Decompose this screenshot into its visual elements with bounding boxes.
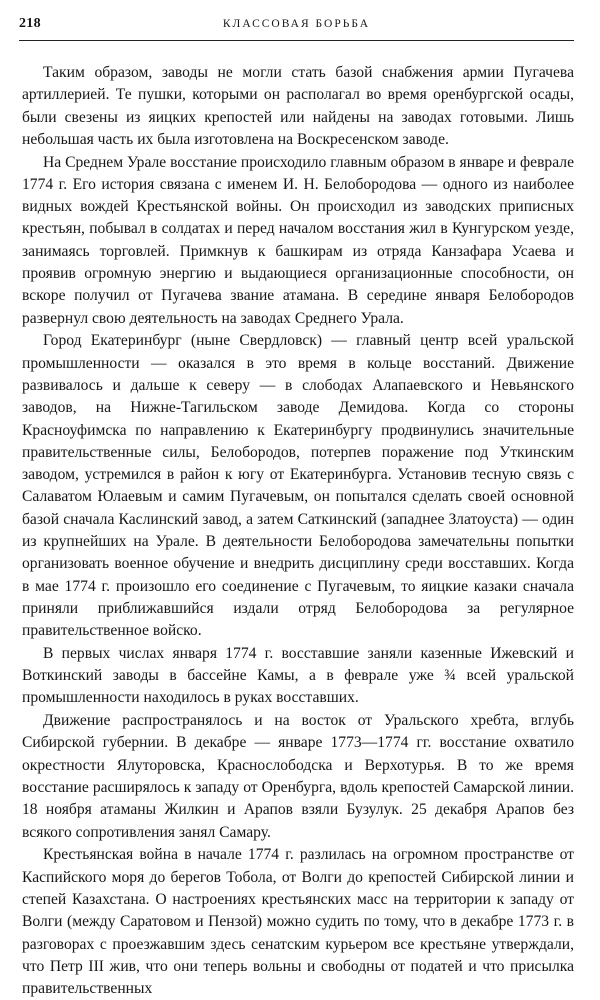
running-title: КЛАССОВАЯ БОРЬБА <box>222 18 371 30</box>
paragraph: Таким образом, заводы не могли стать базой снабжения армии Пугачева артиллерией. Те пушки, которыми он располагал во время оренбургской осады, были свезены из яицких крепостей или найдены на заводах готовыми. Лишь небольшая часть их была изготовлена на Воскресенском заводе. <box>22 64 574 148</box>
paragraph: На Среднем Урале восстание происходило главным образом в январе и феврале 1774 г. Его история связана с именем И. Н. Белобородова — одного из наиболее видных вождей Крестьянской войны. Он происходил из заводских приписных крестьян, побывал в солдатах и перед началом восстания жил в Кунгурском уезде, занимаясь торговлей. Примкнув к башкирам из отряда Канзафара Усаева и проявив огромную энергию и выдающиеся организационные способности, он вскоре получил от Пугачева звание атамана. В середине января Белобородов развернул свою деятельность на заводах Среднего Урала. <box>22 153 574 327</box>
paragraph: Движение распространялось и на восток от Уральского хребта, вглубь Сибирской губернии. В декабре — январе 1773—1774 гг. восстание охватило окрестности Ялуторовска, Краснослободска и Верхотурья. В то же время восстание расширялось к западу от Оренбурга, вдоль крепостей Самарской линии. 18 ноября атаманы Жилкин и Арапов взяли Бузулук. 25 декабря Арапов без всякого сопротивления занял Самару. <box>22 712 574 841</box>
page-header <box>19 14 574 41</box>
paragraph: В первых числах января 1774 г. восставшие заняли казенные Ижевский и Воткинский заводы в бассейне Камы, а в феврале уже ¾ всей уральской промышленности находилось в руках восставших. <box>22 644 574 707</box>
paragraph: Город Екатеринбург (ныне Свердловск) — главный центр всей уральской промышленности — оказался в это время в кольце восстаний. Движение развивалось и дальше к северу — в слободах Алапаевского и Невьянского заводов, на Нижне-Тагильском заводе Демидова. Когда со стороны Красноуфимска по направлению к Екатеринбургу продвинулись значительные правительственные силы, Белобородов, потерпев поражение под Уткинским заводом, устремился в район к югу от Екатеринбурга. Установив тесную связь с Салаватом Юлаевым и самим Пугачевым, он попытался сделать своей основной базой сначала Каслинский завод, а затем Саткинский (западнее Златоуста) — один из крупнейших на Урале. В деятельности Белобородова замечательны попытки организовать военное обучение и внедрить дисциплину среди восставших. Когда в мае 1774 г. произошло его соединение с Пугачевым, то яицкие казаки сначала приняли приближавшийся издали отряд Белобородова за регулярное правительственное войско. <box>22 332 574 640</box>
paragraph: Крестьянская война в начале 1774 г. разлилась на огромном пространстве от Каспийского моря до берегов Тобола, от Волги до крепостей Сибирской линии и степей Казахстана. О настроениях крестьянских масс на территории к западу от Волги (между Саратовом и Пензой) можно судить по тому, что в декабре 1773 г. в разговорах с проезжавшим здесь сенатским курьером все крестьяне утверждали, что Петр III жив, что они теперь вольны и свободны от податей и что присылка правительственных <box>22 846 574 998</box>
body-text <box>22 62 574 1000</box>
page-number: 218 <box>19 16 41 31</box>
